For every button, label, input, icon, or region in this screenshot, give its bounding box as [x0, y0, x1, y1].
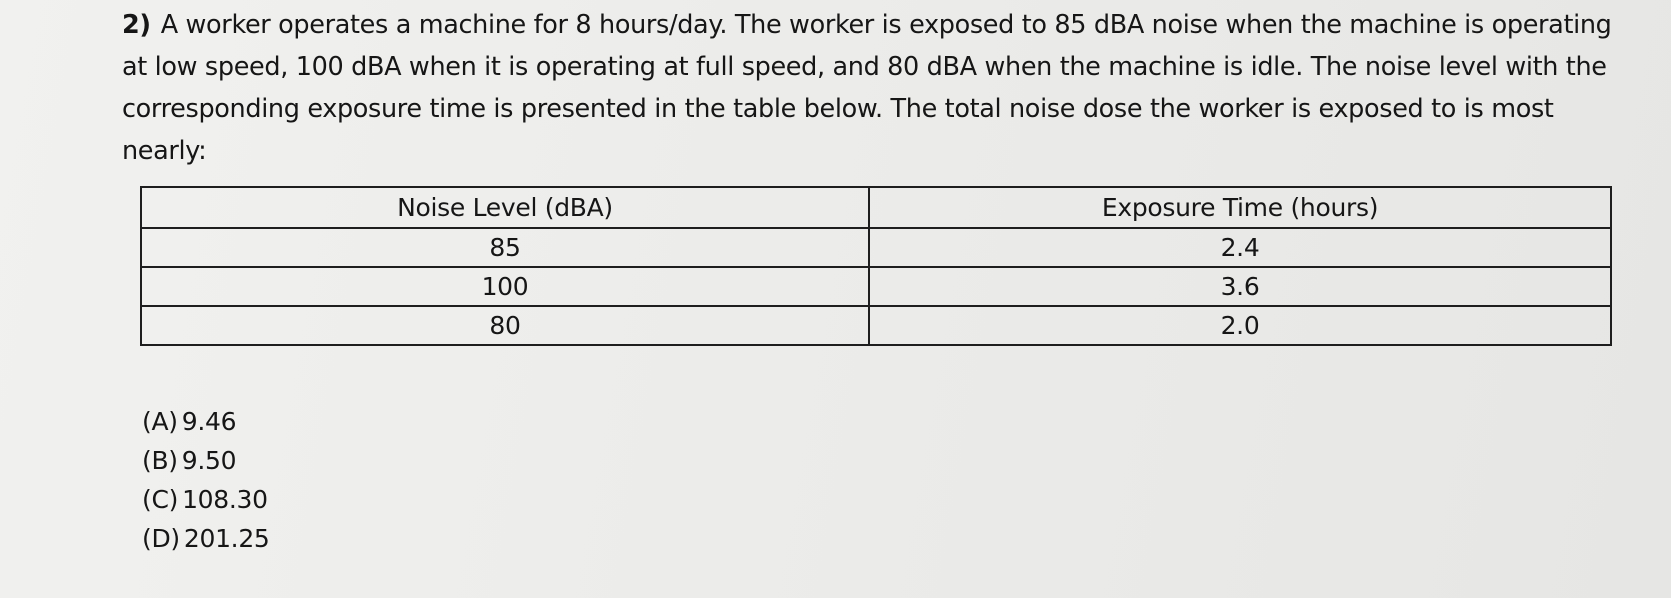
choice-c [142, 480, 270, 519]
choice-value: 9.50 [181, 446, 237, 475]
cell-noise-level: 100 [141, 267, 869, 306]
question-text-block [122, 4, 1622, 172]
noise-exposure-table [140, 186, 1612, 346]
choice-d [142, 519, 270, 558]
choice-b [142, 441, 270, 480]
choice-value: 201.25 [183, 524, 270, 553]
header-exposure-time: Exposure Time (hours) [869, 187, 1611, 228]
answer-choices [142, 402, 270, 558]
choice-letter: (D) [142, 524, 180, 553]
header-noise-level: Noise Level (dBA) [141, 187, 869, 228]
choice-value: 9.46 [181, 407, 237, 436]
table-row [141, 228, 1611, 267]
cell-noise-level: 85 [141, 228, 869, 267]
choice-letter: (A) [142, 407, 178, 436]
table-header-row [141, 187, 1611, 228]
question-number: 2) [122, 10, 151, 40]
table-row [141, 306, 1611, 345]
table-row [141, 267, 1611, 306]
choice-value: 108.30 [182, 485, 268, 514]
cell-noise-level: 80 [141, 306, 869, 345]
cell-exposure-time: 3.6 [869, 267, 1611, 306]
cell-exposure-time: 2.0 [869, 306, 1611, 345]
question-stem: A worker operates a machine for 8 hours/day. The worker is exposed to 85 dBA noise when the machine is operating at low speed, 100 dBA when it is operating at full speed, and 80 dBA when the machine is idle. The noise level with the corresponding exposure time is presented in the table below. The total noise dose the worker is exposed to is most nearly: [122, 10, 1612, 166]
choice-letter: (C) [142, 485, 179, 514]
choice-a [142, 402, 270, 441]
choice-letter: (B) [142, 446, 178, 475]
cell-exposure-time: 2.4 [869, 228, 1611, 267]
